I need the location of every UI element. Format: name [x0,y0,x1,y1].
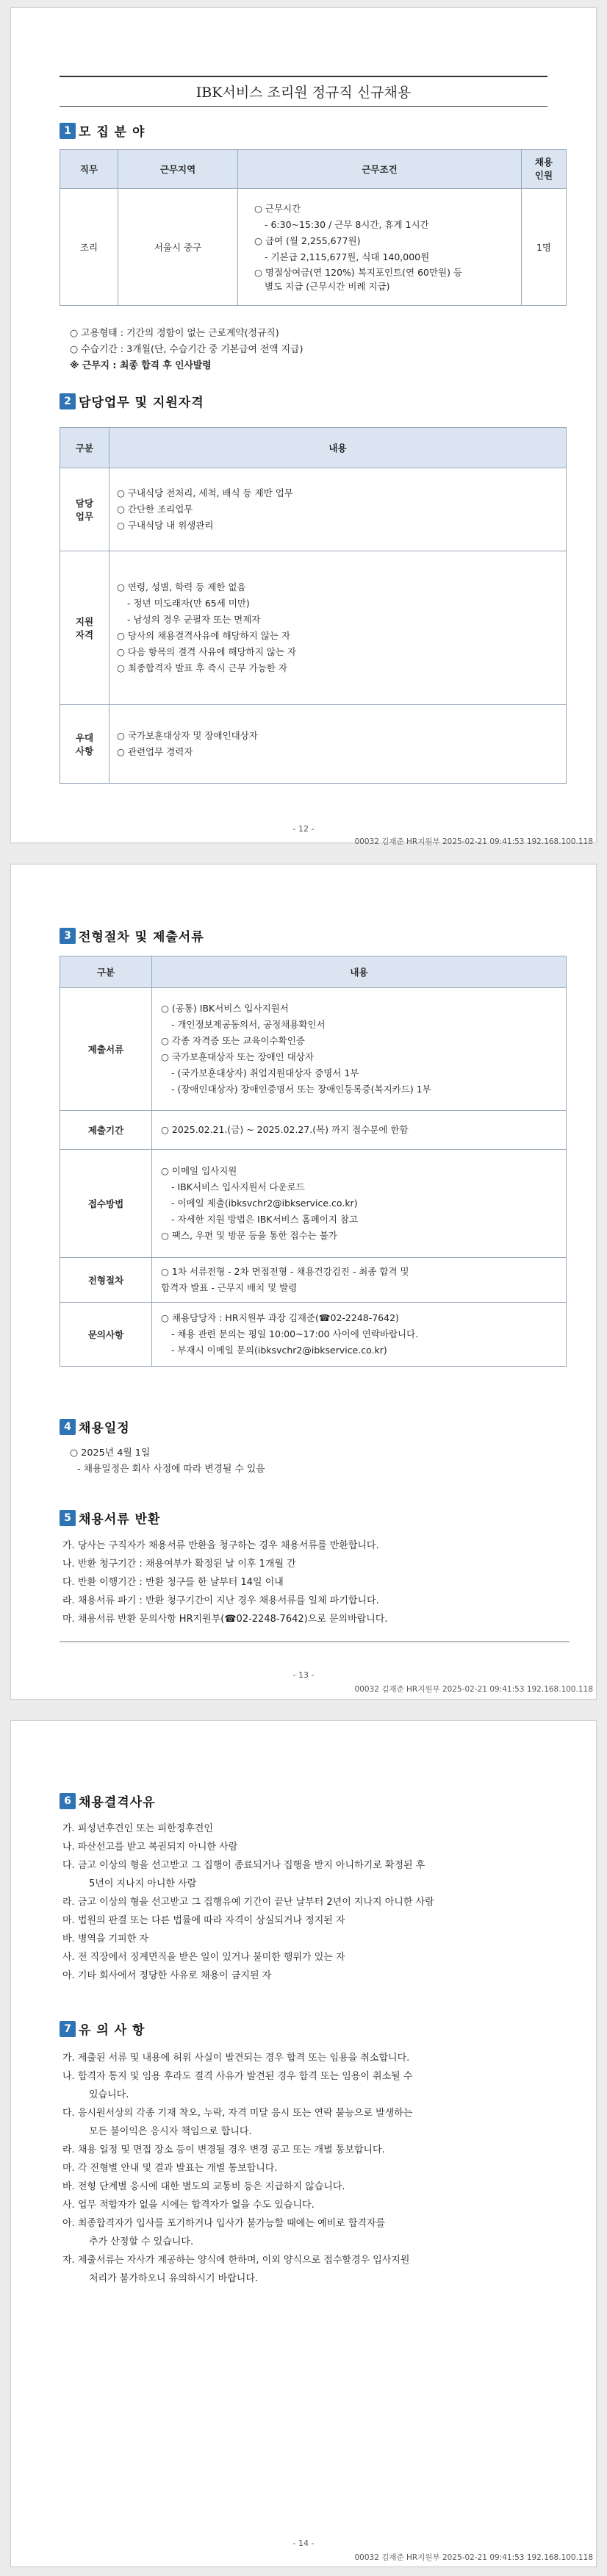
disq-item: 나. 파산선고를 받고 복권되지 아니한 사람 [62,1842,238,1853]
process-table [60,956,567,1367]
section-title: 채용서류 반환 [79,1512,161,1527]
content-line: ○ 구내식당 전처리, 세척, 배식 등 제반 업무 [117,487,293,498]
cautions-list [62,2049,555,2288]
document-title: IBK서비스 조리원 정규직 신규채용 [60,76,547,107]
caution-item: 있습니다. [89,2089,129,2100]
content-line: ○ 연령, 성별, 학력 등 제한 없음 [117,582,246,593]
row-content [152,1111,567,1150]
section-heading-disqualification [60,1792,156,1810]
duties-table [60,427,567,784]
disq-item: 사. 전 직장에서 징계면직을 받은 일이 있거나 불미한 행위가 있는 자 [62,1952,345,1963]
col-header: 구분 [60,956,152,988]
content-line: ○ (공통) IBK서비스 입사지원서 [161,1003,289,1014]
col-header: 채용 인원 [522,150,567,189]
content-line: ○ 다음 항목의 결격 사유에 해당하지 않는 자 [117,646,296,657]
condition-line: - 기본급 2,115,677원, 식대 140,000원 [265,251,430,262]
schedule-line: ○ 2025년 4월 1일 [70,1448,151,1459]
content-line: - 자세한 지원 방법은 IBK서비스 홈페이지 참고 [171,1214,359,1225]
row-content [152,1150,567,1258]
page-number: - 12 - [292,824,315,834]
note-line: ○ 고용형태 : 기간의 정함이 없는 근로계약(정규직) [70,328,279,339]
section-heading-process [60,926,204,945]
content-line: ○ 팩스, 우편 및 방문 등을 통한 접수는 불가 [161,1230,337,1241]
section-number: 1 [60,123,76,139]
content-line: ○ 각종 자격증 또는 교육이수확인증 [161,1035,305,1046]
document-page-14 [10,1720,597,2567]
col-header: 근무지역 [118,150,238,189]
disq-item: 5년이 지나지 아니한 사람 [89,1878,197,1889]
disq-item: 가. 피성년후견인 또는 피한정후견인 [62,1823,213,1834]
print-trace: 00032 김재준 HR지원부 2025-02-21 09:41:53 192.168.100.118 [354,1685,593,1694]
content-line: ○ 국가보훈대상자 및 장애인대상자 [117,730,258,741]
condition-line: 별도 지급 (근무시간 비례 지급) [265,281,390,292]
section-number: 4 [60,1419,76,1435]
disqualification-list [62,1820,555,1985]
print-trace: 00032 김재준 HR지원부 2025-02-21 09:41:53 192.168.100.118 [354,2553,593,2562]
return-item: 마. 채용서류 반환 문의사항 HR지원부(☎02-2248-7642)으로 문의바랍니다. [62,1614,388,1625]
content-line: - 이메일 제출(ibksvchr2@ibkservice.co.kr) [171,1198,358,1209]
content-line: ○ 구내식당 내 위생관리 [117,520,214,531]
row-label: 전형절차 [60,1258,152,1303]
caution-item: 바. 전형 단계별 응시에 대한 별도의 교통비 등은 지급하지 않습니다. [62,2181,345,2192]
content-line: ○ 관련업무 경력자 [117,746,193,757]
recruitment-table [60,149,567,306]
col-header: 구분 [60,428,109,468]
row-content [109,705,567,784]
section-number: 2 [60,393,76,409]
section-number: 5 [60,1510,76,1526]
section-number: 6 [60,1793,76,1809]
note-line: ※ 근무지 : 최종 합격 후 인사발령 [70,360,212,371]
col-header: 근무조건 [238,150,522,189]
return-list [62,1536,555,1628]
col-header: 내용 [109,428,567,468]
divider [60,1641,570,1642]
row-label: 접수방법 [60,1150,152,1258]
caution-item: 가. 제출된 서류 및 내용에 허위 사실이 발견되는 경우 합격 또는 임용을 취소합니다. [62,2053,410,2064]
section-title: 담당업무 및 지원자격 [79,396,204,410]
row-label: 문의사항 [60,1303,152,1367]
content-line: ○ 국가보훈대상자 또는 장애인 대상자 [161,1051,314,1062]
content-line: ○ 이메일 입사지원 [161,1165,237,1176]
return-item: 가. 당사는 구직자가 채용서류 반환을 청구하는 경우 채용서류를 반환합니다. [62,1540,379,1551]
note-line: ○ 수습기간 : 3개월(단, 수습기간 중 기본급여 전액 지급) [70,344,304,355]
employment-notes [70,326,303,374]
section-title: 유 의 사 항 [79,2023,146,2038]
content-line: - IBK서비스 입사지원서 다운로드 [171,1181,305,1192]
col-header: 직무 [60,150,118,189]
content-line: ○ 1차 서류전형 - 2차 면접전형 - 채용건강검진 - 최종 합격 및 [161,1266,409,1277]
document-page-13 [10,864,597,1700]
content-line: 합격자 발표 - 근무지 배치 및 발령 [161,1282,298,1293]
section-title: 모 집 분 야 [79,125,146,140]
section-title: 채용일정 [79,1421,130,1436]
row-content [152,1258,567,1303]
caution-item: 사. 업무 적합자가 없을 시에는 합격자가 없을 수도 있습니다. [62,2200,315,2211]
content-line: - 채용 관련 문의는 평일 10:00~17:00 사이에 연락바랍니다. [171,1328,419,1339]
schedule-block [70,1445,265,1478]
condition-line: ○ 급여 (월 2,255,677원) [254,235,361,246]
content-line: - 개인정보제공동의서, 공정채용확인서 [171,1019,326,1030]
content-line: - 부재시 이메일 문의(ibksvchr2@ibkservice.co.kr) [171,1345,387,1356]
content-line: - 정년 미도래자(만 65세 미만) [127,598,250,609]
caution-item: 다. 응시원서상의 각종 기재 착오, 누락, 자격 미달 응시 또는 연락 불능으로 발생하는 [62,2108,413,2119]
caution-item: 마. 각 전형별 안내 및 결과 발표는 개별 통보합니다. [62,2163,278,2174]
condition-line: ○ 근무시간 [254,203,301,214]
row-label: 담당 업무 [60,468,109,551]
row-content [152,988,567,1111]
document-page-12 [10,7,597,846]
caution-item: 모든 불이익은 응시자 책임으로 합니다. [89,2126,252,2137]
disq-item: 바. 병역을 기피한 자 [62,1933,148,1944]
condition-line: ○ 명절상여금(연 120%) 복지포인트(연 60만원) 등 [254,267,463,278]
section-heading-cautions [60,2019,145,2038]
section-heading-schedule [60,1417,130,1436]
schedule-line: - 채용일정은 회사 사정에 따라 변경될 수 있음 [77,1464,265,1475]
print-trace: 00032 김재준 HR지원부 2025-02-21 09:41:53 192.168.100.118 [354,837,593,846]
return-item: 다. 반환 이행기간 : 반환 청구를 한 날부터 14일 이내 [62,1577,284,1588]
cell-location: 서울시 중구 [118,189,238,306]
section-title: 채용결격사유 [79,1795,156,1810]
section-number: 7 [60,2021,76,2037]
section-heading-recruitment [60,121,145,140]
caution-item: 나. 합격자 통지 및 임용 후라도 결격 사유가 발견된 경우 합격 또는 임용이 취소될 수 [62,2071,413,2082]
row-label: 제출기간 [60,1111,152,1150]
content-line: - 남성의 경우 군필자 또는 면제자 [127,614,261,625]
content-line: ○ 최종합격자 발표 후 즉시 근무 가능한 자 [117,662,287,673]
row-label: 우대 사항 [60,705,109,784]
content-line: ○ 채용담당자 : HR지원부 과장 김재준(☎02-2248-7642) [161,1312,399,1323]
cell-count: 1명 [522,189,567,306]
caution-item: 처리가 불가하오니 유의하시기 바랍니다. [89,2273,259,2284]
page-number: - 13 - [292,1670,315,1680]
content-line: ○ 당사의 채용결격사유에 해당하지 않는 자 [117,630,291,641]
disq-item: 다. 금고 이상의 형을 선고받고 그 집행이 종료되거나 집행을 받지 아니하기로 확정된 후 [62,1860,425,1871]
row-content [152,1303,567,1367]
caution-item: 라. 채용 일정 및 면접 장소 등이 변경될 경우 변경 공고 또는 개별 통보합니다. [62,2144,385,2155]
cell-conditions [238,189,522,306]
caution-item: 아. 최종합격자가 입사를 포기하거나 입사가 불가능할 때에는 예비로 합격자를 [62,2218,386,2229]
section-heading-duties [60,392,204,410]
page-number: - 14 - [292,2539,315,2548]
condition-line: - 6:30~15:30 / 근무 8시간, 휴게 1시간 [265,219,429,230]
content-line: - (장애인대상자) 장애인증명서 또는 장애인등록증(복지카드) 1부 [171,1084,431,1095]
return-item: 나. 반환 청구기간 : 채용여부가 확정된 날 이후 1개월 간 [62,1559,296,1570]
section-title: 전형절차 및 제출서류 [79,930,204,945]
content-line: ○ 2025.02.21.(금) ~ 2025.02.27.(목) 까지 접수분에 한함 [161,1124,409,1135]
cell-job: 조리 [60,189,118,306]
disq-item: 라. 금고 이상의 형을 선고받고 그 집행유예 기간이 끝난 날부터 2년이 지나지 아니한 사람 [62,1897,434,1908]
content-line: - (국가보훈대상자) 취업지원대상자 증명서 1부 [171,1067,359,1078]
row-content [109,468,567,551]
row-content [109,551,567,705]
content-line: ○ 간단한 조리업무 [117,504,193,515]
col-header: 내용 [152,956,567,988]
return-item: 라. 채용서류 파기 : 반환 청구기간이 지난 경우 채용서류를 일체 파기합니다. [62,1595,379,1606]
disq-item: 마. 법원의 판결 또는 다른 법률에 따라 자격이 상실되거나 정지된 자 [62,1915,345,1926]
caution-item: 자. 제출서류는 자사가 제공하는 양식에 한하며, 이외 양식으로 접수할경우 입사지원 [62,2255,410,2266]
row-label: 지원 자격 [60,551,109,705]
section-number: 3 [60,928,76,944]
section-heading-document-return [60,1509,160,1527]
disq-item: 아. 기타 회사에서 정당한 사유로 채용이 금지된 자 [62,1970,272,1981]
caution-item: 추가 산정할 수 있습니다. [89,2236,194,2247]
row-label: 제출서류 [60,988,152,1111]
